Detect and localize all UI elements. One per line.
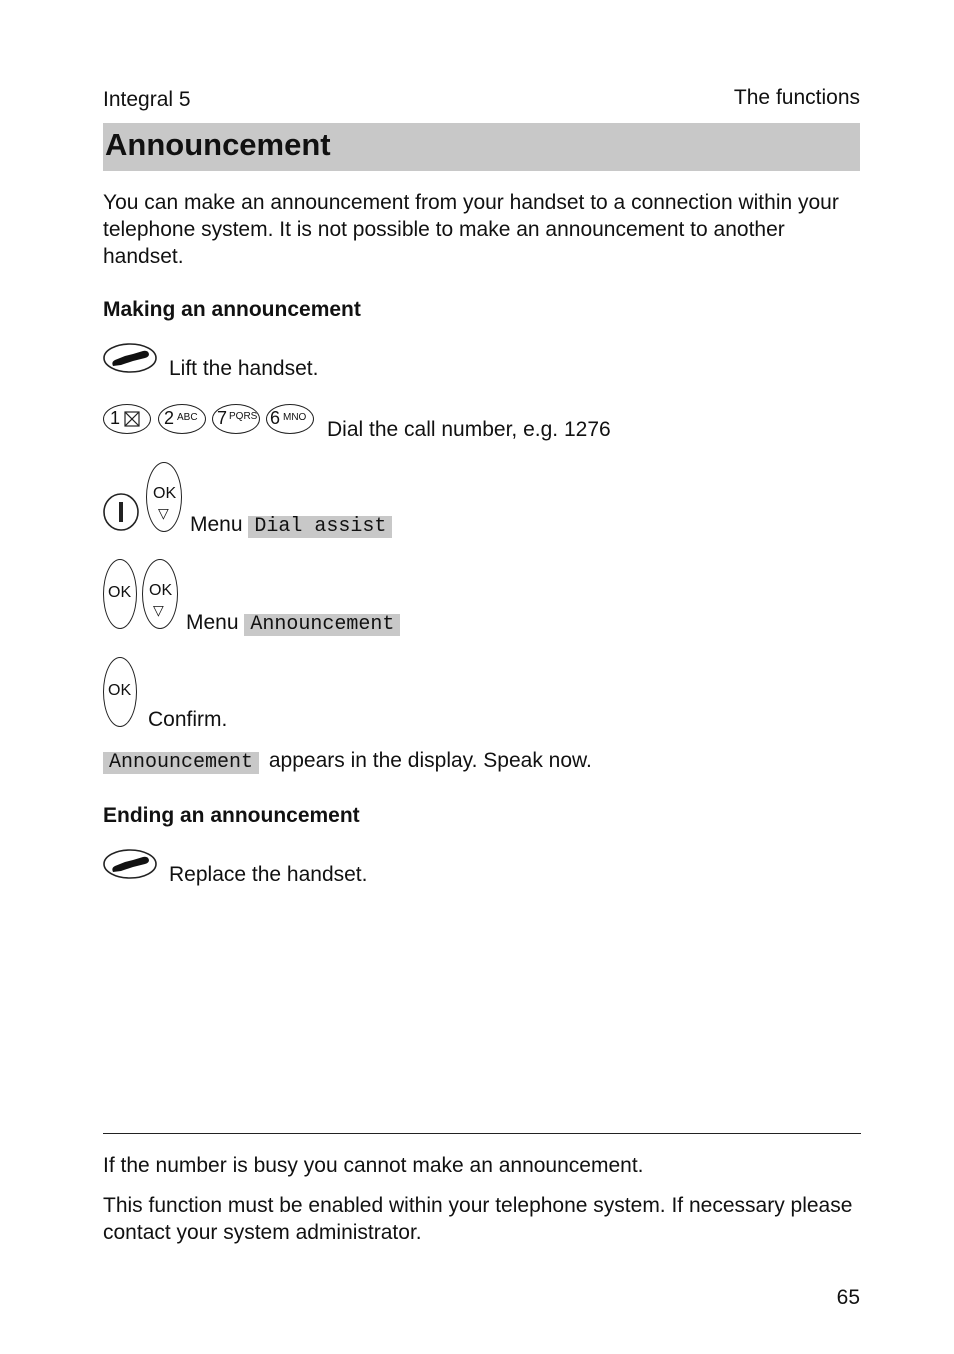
note-enable: This function must be enabled within your telephone system. If necessary please contact your system administrator.: [103, 1194, 853, 1244]
header-right: The functions: [733, 86, 860, 109]
display-appears-line: [103, 749, 592, 774]
menu2-line: [186, 611, 400, 636]
menu-key-icon: [102, 492, 140, 532]
note-busy: If the number is busy you cannot make an announcement.: [103, 1154, 644, 1177]
step-replace-text: Replace the handset.: [169, 863, 368, 886]
step-dial-text: Dial the call number, e.g. 1276: [327, 418, 611, 441]
ok-down-key-icon: OK ▽: [146, 462, 182, 532]
header-left: Integral 5: [103, 88, 191, 111]
notes-divider: [103, 1133, 861, 1134]
key-6-icon: 6 MNO: [266, 404, 314, 434]
ok-key-icon: OK: [103, 559, 137, 629]
handset-icon: [103, 342, 159, 376]
menu1-line: [190, 513, 392, 538]
menu2-word: Menu: [186, 611, 239, 634]
key-7-icon: 7 PQRS: [212, 404, 260, 434]
display-suffix: appears in the display. Speak now.: [268, 749, 592, 772]
step-lift-text: Lift the handset.: [169, 357, 319, 380]
display-announcement: Announcement: [103, 752, 259, 774]
step-confirm-text: Confirm.: [148, 708, 228, 731]
title-bar: [103, 123, 860, 171]
section-heading-making: Making an announcement: [103, 298, 361, 321]
handset-icon: [103, 848, 159, 882]
section-heading-ending: Ending an announcement: [103, 804, 360, 827]
page-number: 65: [836, 1286, 860, 1309]
intro-paragraph: You can make an announcement from your handset to a connection within your telephone system. It is not possible to make an announcement to another handset.: [103, 191, 839, 268]
page-title: Announcement: [105, 127, 331, 162]
ok-key-icon: OK: [103, 657, 137, 727]
menu2-display: Announcement: [244, 614, 400, 636]
key-2-icon: 2 ABC: [158, 404, 206, 434]
ok-down-key-icon: OK ▽: [142, 559, 178, 629]
key-1-icon: 1: [103, 404, 151, 434]
menu1-display: Dial assist: [248, 516, 392, 538]
menu1-word: Menu: [190, 513, 243, 536]
